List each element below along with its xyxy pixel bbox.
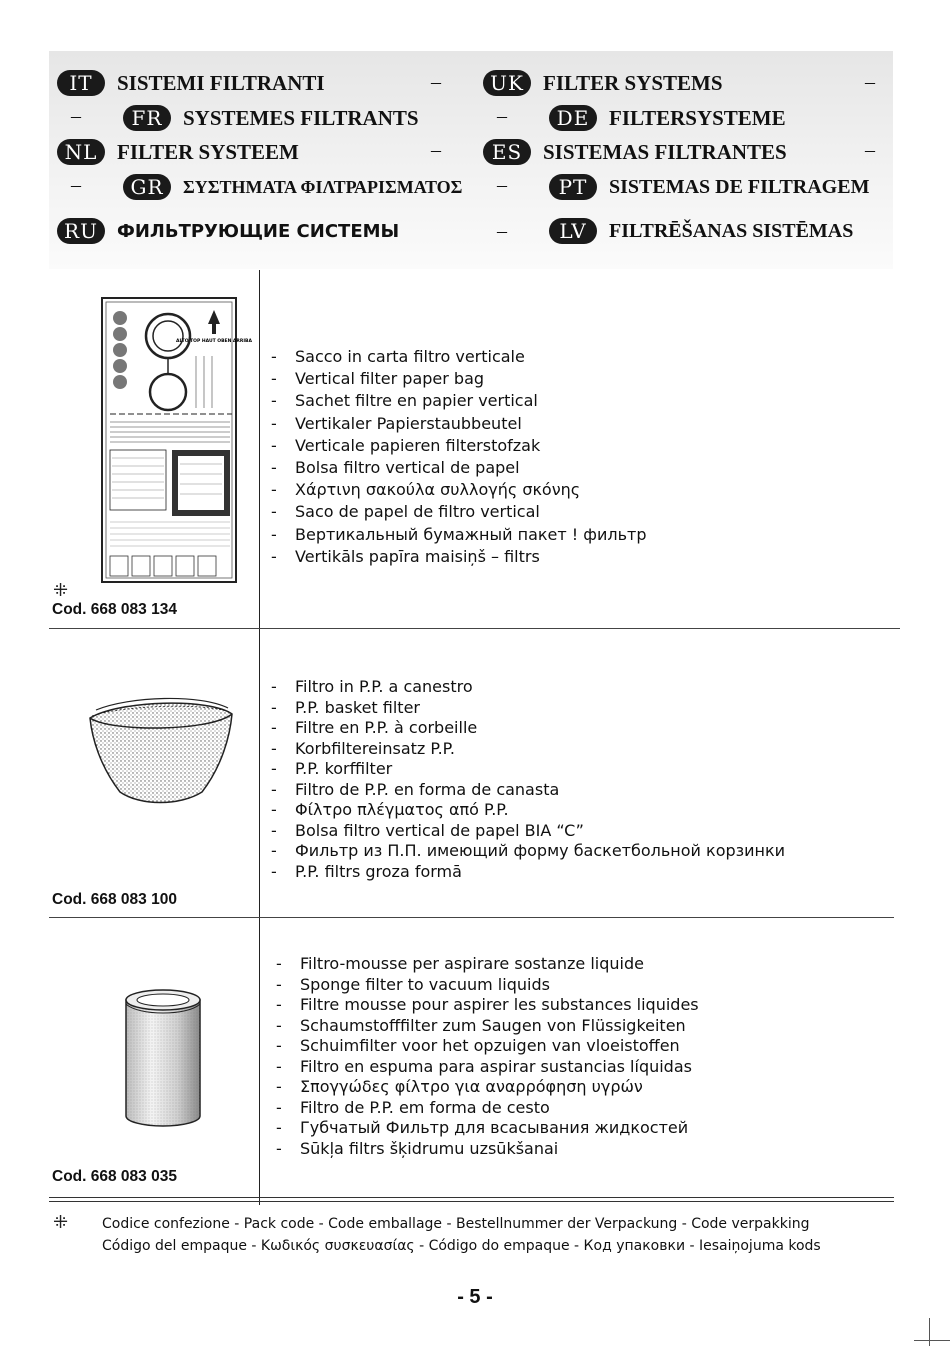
bag-top-label: ALTO TOP HAUT OBEN ARRIBA bbox=[176, 339, 252, 344]
lang-badge-de: DE bbox=[549, 105, 597, 131]
list-item: - Sūkļa filtrs šķidrumu uzsūkšanai bbox=[276, 1138, 559, 1158]
list-item: - Filtre en P.P. à corbeille bbox=[271, 718, 478, 737]
product-description-list bbox=[271, 346, 647, 568]
lang-badge-uk: UK bbox=[483, 70, 531, 96]
lang-row-de bbox=[549, 103, 786, 133]
lang-badge-ru: RU bbox=[57, 218, 105, 244]
footer-pack-code-line2: Código del empaque - Κωδικός συσκευασίας - Código do empaque - Код упаковки - Iesaiņojuma kods bbox=[102, 1238, 821, 1254]
product-code: Cod. 668 083 100 bbox=[52, 891, 177, 908]
lang-row-gr bbox=[123, 172, 462, 202]
product-description-list bbox=[271, 677, 785, 882]
header-dash: – bbox=[497, 105, 507, 127]
crop-mark bbox=[929, 1318, 930, 1346]
list-item: - Bolsa filtro vertical de papel BIA “C” bbox=[271, 820, 584, 840]
pack-code-star-icon: ⁜ bbox=[53, 580, 69, 601]
header-banner bbox=[49, 51, 893, 269]
lang-title-ru: ФИЛЬТРУЮЩИЕ СИСТЕМЫ bbox=[117, 220, 400, 242]
product-description-list bbox=[276, 954, 699, 1159]
lang-title-de: FILTERSYSTEME bbox=[609, 105, 786, 130]
lang-title-gr: ΣΥΣΤΗΜΑΤΑ ΦΙΛΤΡΑΡΙΣΜΑΤΟΣ bbox=[183, 176, 463, 197]
sponge-filter-illustration bbox=[118, 982, 208, 1132]
list-item: - Vertikaler Papierstaubbeutel bbox=[271, 413, 522, 433]
list-item: - Saco de papel de filtro vertical bbox=[271, 502, 540, 522]
lang-badge-pt: PT bbox=[549, 174, 597, 200]
list-item: - Χάρτινη σακούλα συλλογής σκόνης bbox=[271, 480, 581, 500]
list-item: - Filtre mousse pour aspirer les substances liquides bbox=[276, 995, 699, 1014]
list-item: - P.P. filtrs groza formā bbox=[271, 861, 462, 881]
list-item: - Filtro de P.P. em forma de cesto bbox=[276, 1097, 550, 1117]
section-divider bbox=[49, 917, 894, 918]
lang-badge-nl: NL bbox=[57, 139, 105, 165]
list-item: - Губчатый Фильтр для всасывания жидкостей bbox=[276, 1118, 689, 1137]
column-divider bbox=[259, 270, 260, 1205]
lang-badge-lv: LV bbox=[549, 218, 597, 244]
page-number: - 5 - bbox=[457, 1286, 493, 1308]
lang-row-ru bbox=[57, 216, 399, 246]
product-code: Cod. 668 083 134 bbox=[52, 601, 177, 618]
lang-title-nl: FILTER SYSTEEM bbox=[117, 139, 299, 164]
list-item: - Σπογγώδες φίλτρο για αναρρόφηση υγρών bbox=[276, 1077, 643, 1096]
list-item: - Vertikāls papīra maisiņš – filtrs bbox=[271, 546, 540, 566]
list-item: - P.P. basket filter bbox=[271, 697, 420, 717]
product-code: Cod. 668 083 035 bbox=[52, 1168, 177, 1185]
list-item: - Bolsa filtro vertical de papel bbox=[271, 458, 520, 478]
lang-title-uk: FILTER SYSTEMS bbox=[543, 70, 723, 95]
list-item: - Sachet filtre en papier vertical bbox=[271, 391, 538, 411]
lang-title-fr: SYSTEMES FILTRANTS bbox=[183, 105, 419, 130]
header-dash: – bbox=[71, 174, 81, 196]
list-item: - Vertical filter paper bag bbox=[271, 369, 485, 389]
list-item: - Вертикальный бумажный пакет ! фильтр bbox=[271, 524, 647, 544]
lang-badge-fr: FR bbox=[123, 105, 171, 131]
lang-row-nl bbox=[57, 137, 299, 167]
list-item: - Sponge filter to vacuum liquids bbox=[276, 974, 550, 994]
header-dash: – bbox=[71, 105, 81, 127]
list-item: - Фильтр из П.П. имеющий форму баскетбольной корзинки bbox=[271, 841, 786, 860]
lang-title-es: SISTEMAS FILTRANTES bbox=[543, 139, 787, 164]
section-divider bbox=[49, 628, 900, 629]
list-item: - Φίλτρο πλέγματος από P.P. bbox=[271, 800, 509, 819]
list-item: - Verticale papieren filterstofzak bbox=[271, 435, 541, 455]
lang-badge-es: ES bbox=[483, 139, 531, 165]
list-item: - Korbfiltereinsatz P.P. bbox=[271, 738, 455, 758]
footer-divider bbox=[49, 1197, 894, 1198]
footer-divider bbox=[49, 1201, 894, 1202]
lang-title-it: SISTEMI FILTRANTI bbox=[117, 70, 325, 95]
header-dash: – bbox=[865, 71, 875, 93]
basket-filter-illustration bbox=[80, 696, 242, 808]
lang-row-fr bbox=[123, 103, 419, 133]
header-dash: – bbox=[865, 139, 875, 161]
lang-title-pt: SISTEMAS DE FILTRAGEM bbox=[609, 175, 870, 198]
list-item: - Filtro-mousse per aspirare sostanze liquide bbox=[276, 954, 644, 973]
header-dash: – bbox=[431, 139, 441, 161]
header-dash: – bbox=[431, 71, 441, 93]
list-item: - Filtro en espuma para aspirar sustancias líquidas bbox=[276, 1056, 692, 1076]
list-item: - P.P. korffilter bbox=[271, 759, 393, 778]
header-dash: – bbox=[497, 220, 507, 242]
lang-row-uk bbox=[483, 68, 723, 98]
list-item: - Schaumstofffilter zum Saugen von Flüssigkeiten bbox=[276, 1015, 686, 1035]
list-item: - Filtro de P.P. en forma de canasta bbox=[271, 779, 560, 799]
footer-pack-code-line1: Codice confezione - Pack code - Code emballage - Bestellnummer der Verpackung - Code verpakking bbox=[102, 1216, 810, 1232]
lang-row-pt bbox=[549, 172, 869, 202]
header-dash: – bbox=[497, 174, 507, 196]
list-item: - Schuimfilter voor het opzuigen van vloeistoffen bbox=[276, 1036, 680, 1055]
list-item: - Sacco in carta filtro verticale bbox=[271, 347, 525, 366]
paper-bag-illustration bbox=[100, 296, 252, 586]
lang-row-lv bbox=[549, 216, 853, 246]
lang-title-lv: FILTRĒŠANAS SISTĒMAS bbox=[609, 219, 854, 242]
lang-row-it bbox=[57, 68, 325, 98]
list-item: - Filtro in P.P. a canestro bbox=[271, 677, 473, 696]
pack-code-star-icon: ⁜ bbox=[53, 1212, 69, 1233]
lang-badge-gr: GR bbox=[123, 174, 171, 200]
crop-mark bbox=[914, 1340, 950, 1341]
lang-badge-it: IT bbox=[57, 70, 105, 96]
lang-row-es bbox=[483, 137, 787, 167]
